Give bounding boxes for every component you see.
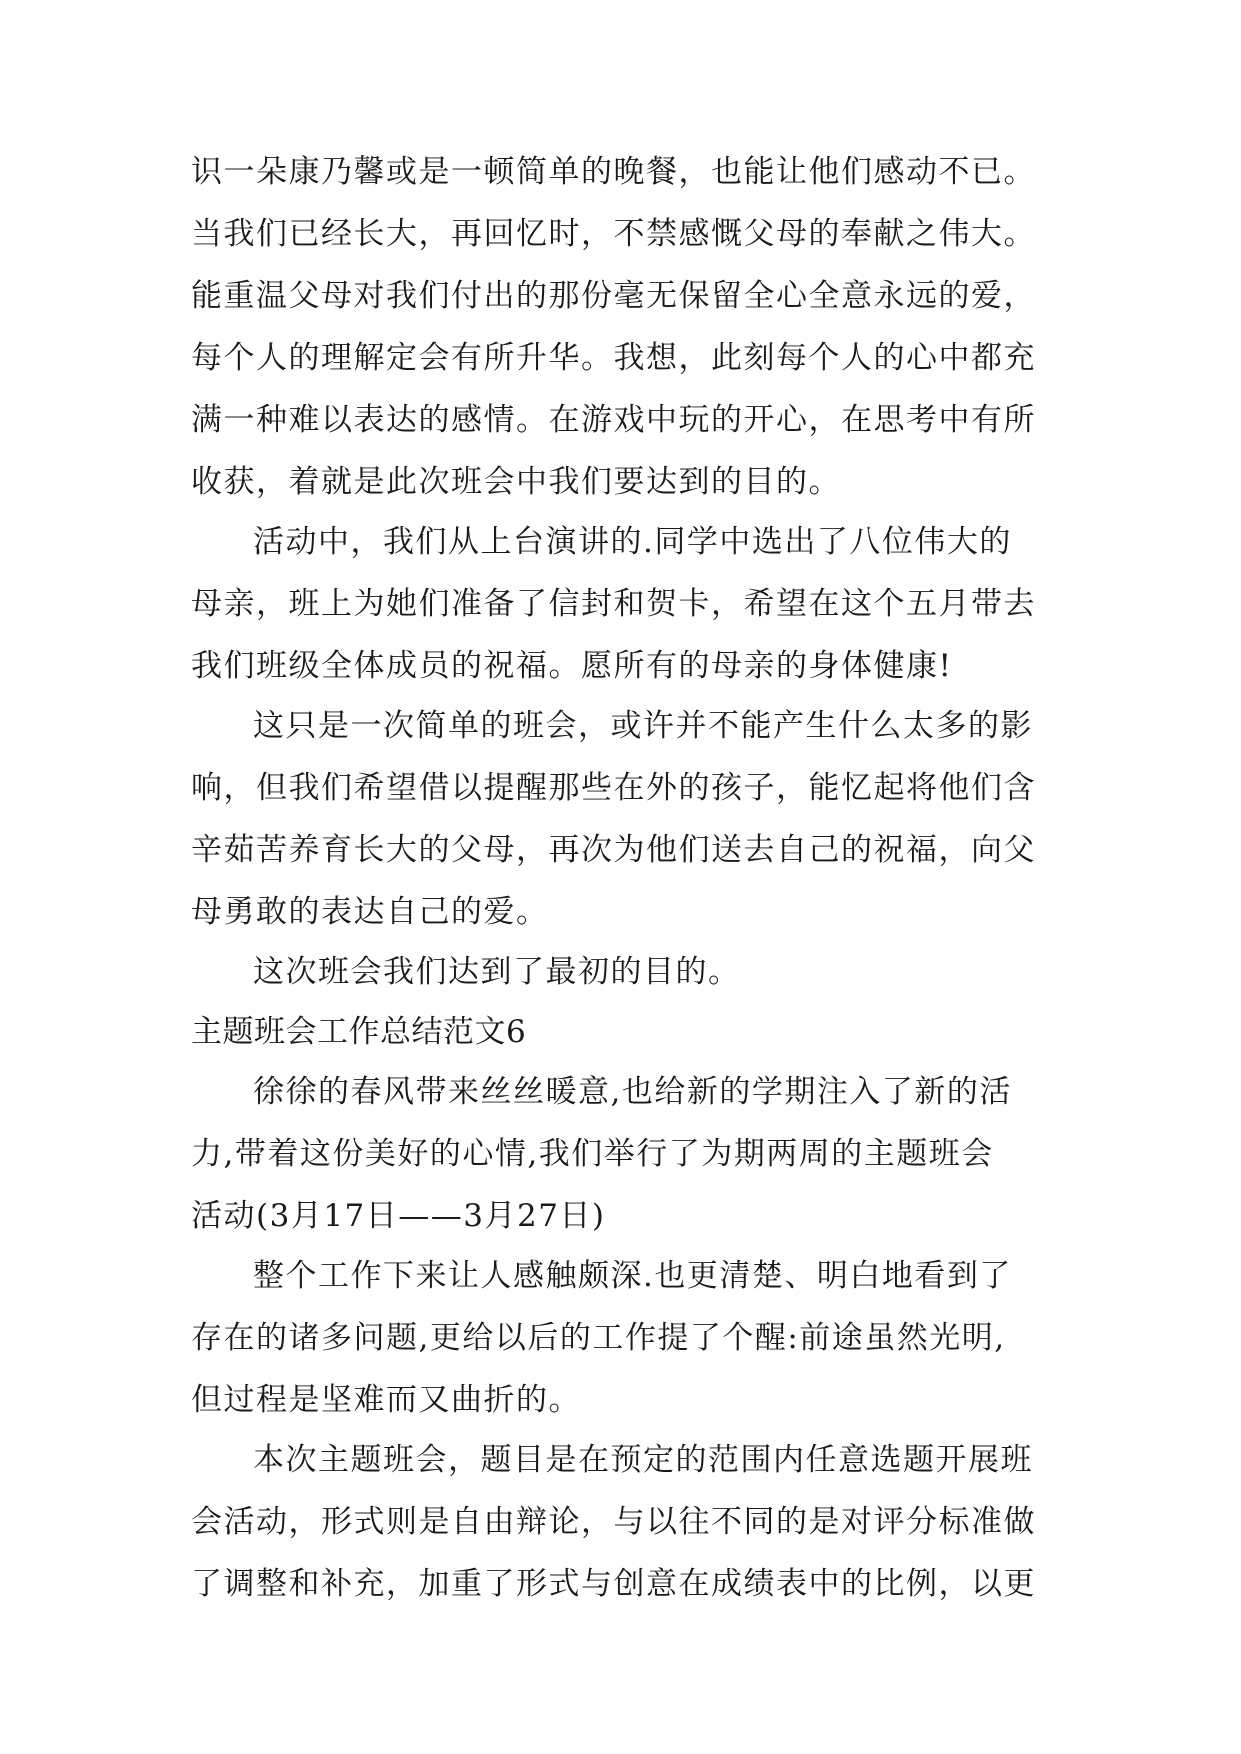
paragraph-line: 这次班会我们达到了最初的目的。 <box>253 954 741 990</box>
paragraph-line: 响，但我们希望借以提醒那些在外的孩子，能忆起将他们含 <box>191 770 1036 806</box>
paragraph-line: 辛茹苦养育长大的父母，再次为他们送去自己的祝福，向父 <box>191 832 1036 868</box>
paragraph-line: 我们班级全体成员的祝福。愿所有的母亲的身体健康! <box>191 648 953 684</box>
section-heading: 主题班会工作总结范文6 <box>191 1014 527 1050</box>
paragraph-line: 整个工作下来让人感触颇深.也更清楚、明白地看到了 <box>253 1258 1012 1294</box>
paragraph-line: 收获，着就是此次班会中我们要达到的目的。 <box>191 464 841 500</box>
paragraph-line: 但过程是坚难而又曲折的。 <box>191 1382 581 1418</box>
paragraph-line: 每个人的理解定会有所升华。我想，此刻每个人的心中都充 <box>191 340 1036 376</box>
paragraph-line: 这只是一次简单的班会，或许并不能产生什么太多的影 <box>253 708 1033 744</box>
paragraph-line: 了调整和补充，加重了形式与创意在成绩表中的比例，以更 <box>191 1566 1036 1602</box>
paragraph-line: 满一种难以表达的感情。在游戏中玩的开心，在思考中有所 <box>191 402 1036 438</box>
paragraph-line: 活动(3月17日——3月27日) <box>191 1198 606 1234</box>
paragraph-line: 会活动，形式则是自由辩论，与以往不同的是对评分标准做 <box>191 1504 1036 1540</box>
paragraph-line: 力,带着这份美好的心情,我们举行了为期两周的主题班会 <box>191 1136 994 1172</box>
paragraph-line: 存在的诸多问题,更给以后的工作提了个醒:前途虽然光明, <box>191 1320 1006 1356</box>
paragraph-line: 能重温父母对我们付出的那份毫无保留全心全意永远的爱， <box>191 278 1036 314</box>
paragraph-line: 识一朵康乃馨或是一顿简单的晚餐，也能让他们感动不已。 <box>191 154 1036 190</box>
paragraph-line: 本次主题班会，题目是在预定的范围内任意选题开展班 <box>253 1442 1033 1478</box>
paragraph-line: 当我们已经长大，再回忆时，不禁感慨父母的奉献之伟大。 <box>191 216 1036 252</box>
paragraph-line: 徐徐的春风带来丝丝暖意,也给新的学期注入了新的活 <box>253 1074 1012 1110</box>
paragraph-line: 母亲，班上为她们准备了信封和贺卡，希望在这个五月带去 <box>191 586 1036 622</box>
paragraph-line: 母勇敢的表达自己的爱。 <box>191 894 549 930</box>
paragraph-line: 活动中，我们从上台演讲的.同学中选出了八位伟大的 <box>253 524 1012 560</box>
